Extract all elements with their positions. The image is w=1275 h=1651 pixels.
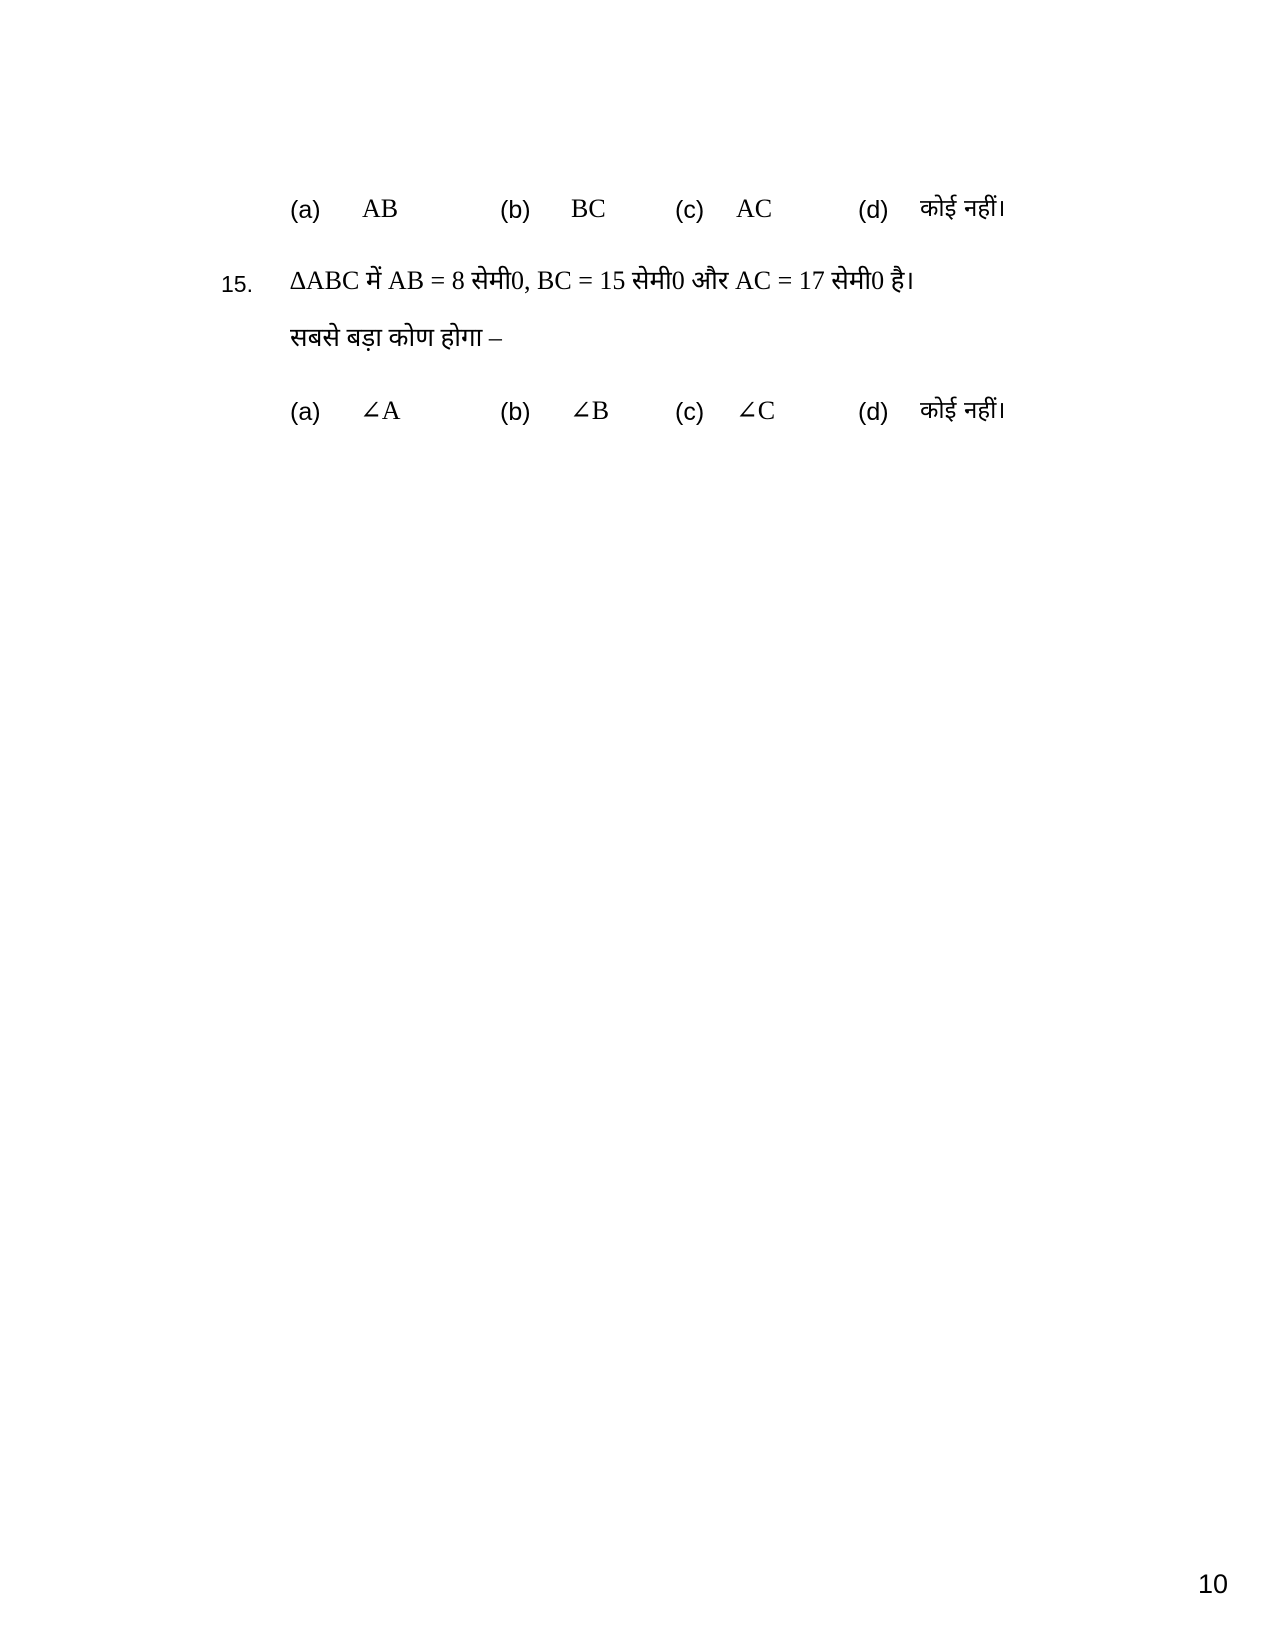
option-c-label: (c): [675, 196, 705, 224]
option-a-label: (a): [290, 196, 321, 224]
question-15-options: [0, 398, 1275, 434]
option-a-text: ∠A: [360, 396, 401, 425]
question-text-line1: ∆ABC में AB = 8 सेमी0, BC = 15 सेमी0 और AC = 17 सेमी0 है।: [290, 266, 915, 295]
option-b-text: BC: [571, 194, 606, 223]
question-number: 15.: [221, 271, 253, 297]
option-d-label: (d): [858, 398, 889, 426]
option-d-text: कोई नहीं।: [920, 396, 1006, 424]
option-c-text: AC: [736, 194, 773, 223]
option-b-label: (b): [500, 398, 531, 426]
option-d-label: (d): [858, 196, 889, 224]
option-b-text: ∠B: [570, 396, 610, 425]
page-number: 10: [1198, 1569, 1229, 1599]
option-a-text: AB: [362, 194, 399, 223]
option-c-label: (c): [675, 398, 705, 426]
question-text-line2: सबसे बड़ा कोण होगा –: [290, 323, 502, 352]
option-b-label: (b): [500, 196, 531, 224]
prev-question-options: [0, 196, 1275, 232]
option-d-text: कोई नहीं।: [920, 194, 1006, 222]
option-a-label: (a): [290, 398, 321, 426]
option-c-text: ∠C: [736, 396, 776, 425]
